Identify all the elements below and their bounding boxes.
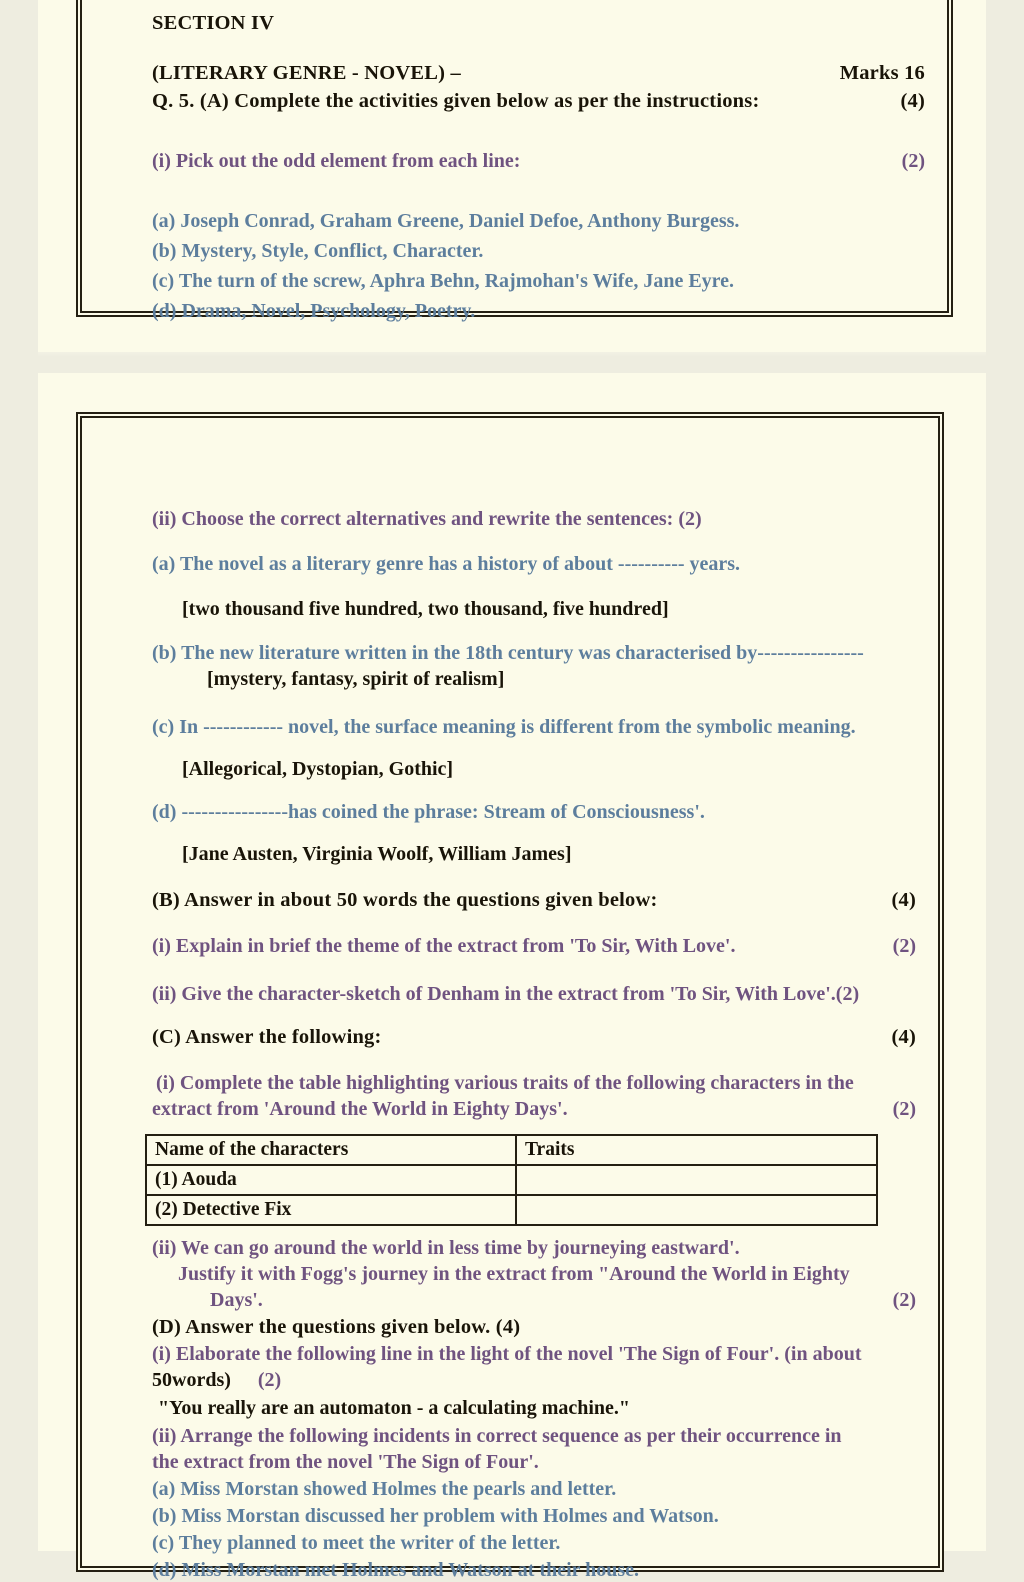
q5c-ii-line-1: (ii) We can go around the world in less time by journeying eastward'.	[152, 1237, 740, 1259]
question-box-continuation	[76, 412, 944, 1581]
alternative-b-stem: (b) The new literature written in the 18th century was characterised by----------------	[152, 642, 864, 664]
question-box-inner-border-2	[80, 416, 940, 1581]
q5b-marks: (4)	[891, 889, 916, 911]
q5d-i-quote: "You really are an automaton - a calculating machine."	[158, 1397, 631, 1419]
alternative-c-options: [Allegorical, Dystopian, Gothic]	[182, 758, 454, 780]
q5c-i-marks: (2)	[892, 1098, 916, 1120]
odd-element-item-c: (c) The turn of the screw, Aphra Behn, Rajmohan's Wife, Jane Eyre.	[152, 270, 735, 292]
alternative-b-options: [mystery, fantasy, spirit of realism]	[207, 668, 505, 690]
q5c-ii-marks: (2)	[892, 1289, 916, 1311]
page-right-margin	[986, 0, 1024, 1551]
table-cell-character-1: (1) Aouda	[146, 1165, 516, 1195]
table-row	[146, 1165, 877, 1195]
q5d-prompt-label: (D) Answer the questions given below. (4)	[152, 1316, 521, 1338]
odd-element-item-a: (a) Joseph Conrad, Graham Greene, Daniel Defoe, Anthony Burgess.	[152, 210, 740, 232]
alternative-a-stem: (a) The novel as a literary genre has a history of about ---------- years.	[152, 553, 741, 575]
q5b-i-label: (i) Explain in brief the theme of the extract from 'To Sir, With Love'.	[152, 935, 736, 957]
question-box-section-iv	[76, 0, 953, 322]
q5c-i-line-1: (i) Complete the table highlighting various traits of the following characters in the	[156, 1072, 854, 1094]
q5b-prompt-row	[152, 889, 916, 912]
q5d-ii-item-a: (a) Miss Morstan showed Holmes the pearls and letter.	[152, 1478, 617, 1500]
q5a-ii-prompt: (ii) Choose the correct alternatives and rewrite the sentences: (2)	[152, 508, 702, 530]
genre-total-marks: Marks 16	[839, 62, 925, 84]
q5b-i-marks: (2)	[892, 935, 916, 957]
q5c-ii-line-3: Days'.	[210, 1289, 263, 1311]
section-title: SECTION IV	[152, 12, 275, 34]
q5a-i-marks: (2)	[901, 150, 925, 172]
genre-header-row	[152, 62, 925, 85]
q5b-ii-label: (ii) Give the character-sketch of Denham in the extract from 'To Sir, With Love'.(2)	[152, 983, 860, 1005]
page-left-margin	[0, 0, 38, 1551]
q5c-marks: (4)	[891, 1026, 916, 1048]
alternative-d-options: [Jane Austen, Virginia Woolf, William James]	[182, 843, 572, 865]
q5c-ii-line-2: Justify it with Fogg's journey in the extract from "Around the World in Eighty	[178, 1263, 850, 1285]
q5a-i-prompt-label: (i) Pick out the odd element from each line:	[152, 150, 521, 172]
page-card-seam	[38, 352, 986, 357]
q5d-ii-item-c: (c) They planned to meet the writer of the letter.	[152, 1532, 561, 1554]
q5c-ii-line-3-row	[152, 1289, 916, 1312]
table-row	[146, 1195, 877, 1225]
odd-element-item-d: (d) Drama, Novel, Psychology, Poetry.	[152, 300, 476, 322]
q5d-ii-item-b: (b) Miss Morstan discussed her problem with Holmes and Watson.	[152, 1505, 719, 1527]
table-header-traits: Traits	[516, 1135, 877, 1165]
q5c-prompt-label: (C) Answer the following:	[152, 1026, 382, 1048]
q5c-i-line-2: extract from 'Around the World in Eighty Days'.	[152, 1098, 568, 1120]
q5b-prompt-label: (B) Answer in about 50 words the questions given below:	[152, 889, 658, 911]
q5d-ii-line-2: the extract from the novel 'The Sign of Four'.	[152, 1451, 539, 1473]
table-cell-character-2: (2) Detective Fix	[146, 1195, 516, 1225]
q5d-i-line-2: 50words)	[152, 1369, 231, 1391]
q5c-i-line-2-row	[152, 1098, 916, 1121]
table-cell-trait-1[interactable]	[516, 1165, 877, 1195]
genre-header-label: (LITERARY GENRE - NOVEL) –	[152, 62, 461, 84]
q5d-i-marks: (2)	[257, 1369, 282, 1391]
table-cell-trait-2[interactable]	[516, 1195, 877, 1225]
question-box-inner-border	[80, 0, 949, 322]
odd-element-item-b: (b) Mystery, Style, Conflict, Character.	[152, 240, 484, 262]
q5d-ii-item-d: (d) Miss Morstan met Holmes and Watson at their house.	[152, 1559, 640, 1581]
alternative-c-stem: (c) In ------------ novel, the surface meaning is different from the symbolic meaning.	[152, 716, 856, 738]
q5c-prompt-row	[152, 1026, 916, 1049]
character-traits-table	[145, 1134, 878, 1226]
alternative-a-options: [two thousand five hundred, two thousand, five hundred]	[182, 598, 669, 620]
table-header-row	[146, 1135, 877, 1165]
q5a-marks: (4)	[900, 90, 925, 112]
q5b-i-row	[152, 935, 916, 958]
q5d-i-line-2-wrap	[152, 1369, 281, 1392]
q5d-i-line-1-wrap	[152, 1343, 861, 1366]
q5a-i-prompt-row	[152, 150, 925, 173]
q5a-prompt-row	[152, 90, 925, 113]
q5d-ii-line-1: (ii) Arrange the following incidents in correct sequence as per their occurrence in	[152, 1425, 842, 1447]
q5a-prompt-label: Q. 5. (A) Complete the activities given below as per the instructions:	[152, 90, 760, 112]
q5d-i-line-1: (i) Elaborate the following line in the light of the novel 'The Sign of Four'. (in about	[152, 1343, 862, 1365]
alternative-d-stem: (d) ----------------has coined the phrase: Stream of Consciousness'.	[152, 801, 705, 823]
table-header-name: Name of the characters	[146, 1135, 516, 1165]
